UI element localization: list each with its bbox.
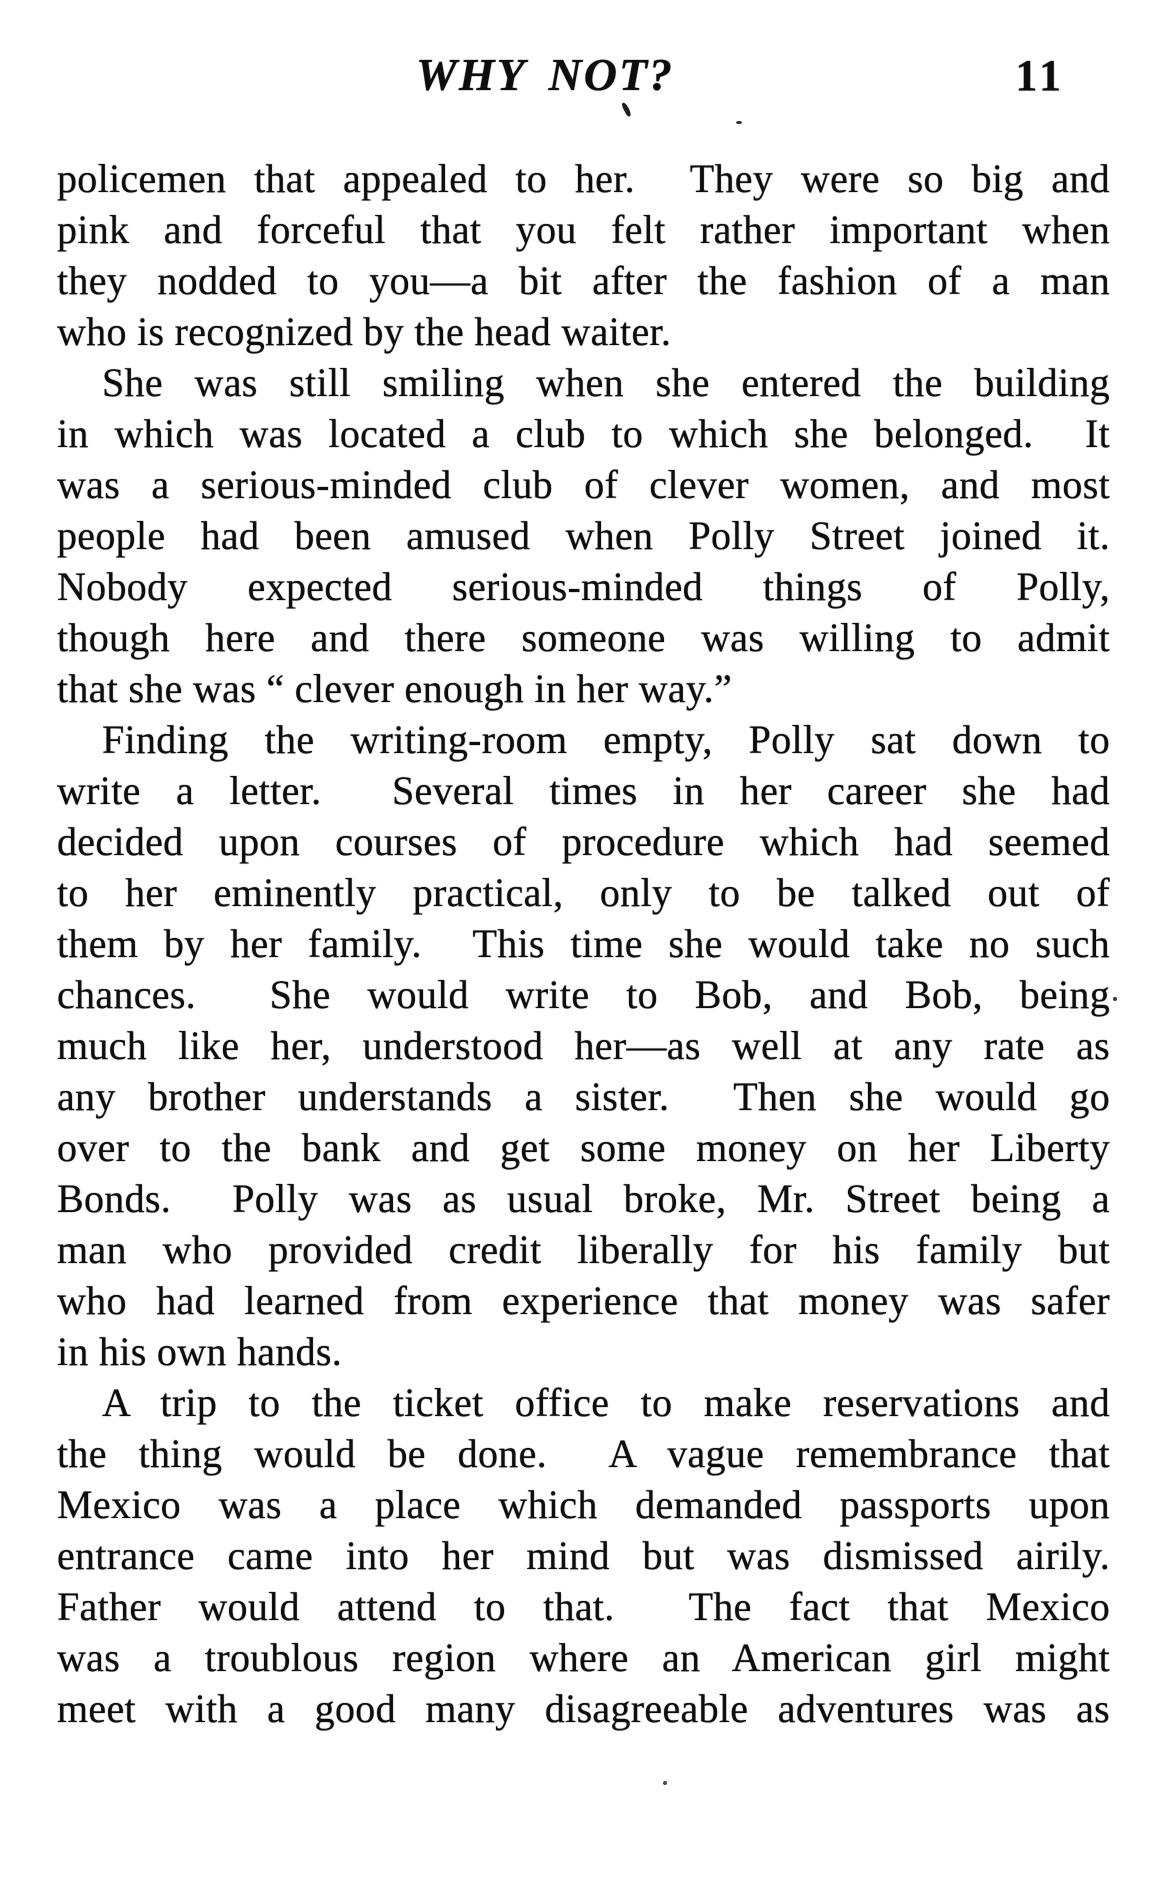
text-line: any brother understands a sister. Then she would go — [57, 1074, 1110, 1119]
scan-speckle — [1113, 997, 1117, 1001]
text-line: Finding the writing-room empty, Polly sat down to — [102, 717, 1110, 762]
text-line: chances. She would write to Bob, and Bob, being — [57, 972, 1110, 1017]
text-line: that she was “ clever enough in her way.” — [57, 666, 732, 711]
text-line: who had learned from experience that money was safer — [57, 1278, 1110, 1323]
scan-speckle — [663, 1781, 667, 1785]
paragraph-2 — [57, 357, 1110, 714]
text-line: was a troublous region where an American girl might — [57, 1635, 1110, 1680]
text-line: meet with a good many disagreeable adventures was as — [57, 1686, 1110, 1731]
text-line: Mexico was a place which demanded passports upon — [57, 1482, 1110, 1527]
text-line: in his own hands. — [57, 1329, 343, 1374]
text-line: entrance came into her mind but was dismissed airily. — [57, 1533, 1110, 1578]
text-line: policemen that appealed to her. They were so big and — [57, 156, 1110, 201]
text-line: was a serious-minded club of clever women, and most — [57, 462, 1110, 507]
text-line: them by her family. This time she would take no such — [57, 921, 1110, 966]
text-line: who is recognized by the head waiter. — [57, 309, 672, 354]
text-line: decided upon courses of procedure which had seemed — [57, 819, 1110, 864]
text-line: though here and there someone was willing to admit — [57, 615, 1110, 660]
paragraph-4 — [57, 1377, 1110, 1734]
page-number: 11 — [1015, 51, 1065, 100]
page-body — [57, 153, 1110, 1734]
text-line: much like her, understood her—as well at any rate as — [57, 1023, 1110, 1068]
text-line: Nobody expected serious-minded things of Polly, — [57, 564, 1110, 609]
text-line: She was still smiling when she entered the building — [102, 360, 1110, 405]
text-line: Father would attend to that. The fact that Mexico — [57, 1584, 1110, 1629]
running-header-title: WHY NOT? — [415, 49, 675, 100]
text-line: pink and forceful that you felt rather important when — [57, 207, 1110, 252]
text-line: Bonds. Polly was as usual broke, Mr. Street being a — [57, 1176, 1110, 1221]
text-line: over to the bank and get some money on her Liberty — [57, 1125, 1110, 1170]
paragraph-3 — [57, 714, 1110, 1377]
paragraph-1 — [57, 153, 1110, 357]
text-line: the thing would be done. A vague remembrance that — [57, 1431, 1110, 1476]
text-line: they nodded to you—a bit after the fashion of a man — [57, 258, 1110, 303]
text-line: A trip to the ticket office to make reservations and — [102, 1380, 1110, 1425]
text-line: to her eminently practical, only to be talked out of — [57, 870, 1110, 915]
text-line: write a letter. Several times in her career she had — [57, 768, 1110, 813]
scan-speckle — [736, 121, 742, 124]
text-line: in which was located a club to which she belonged. It — [57, 411, 1110, 456]
text-line: people had been amused when Polly Street joined it. — [57, 513, 1110, 558]
page-header — [0, 48, 1166, 108]
text-line: man who provided credit liberally for his family but — [57, 1227, 1110, 1272]
